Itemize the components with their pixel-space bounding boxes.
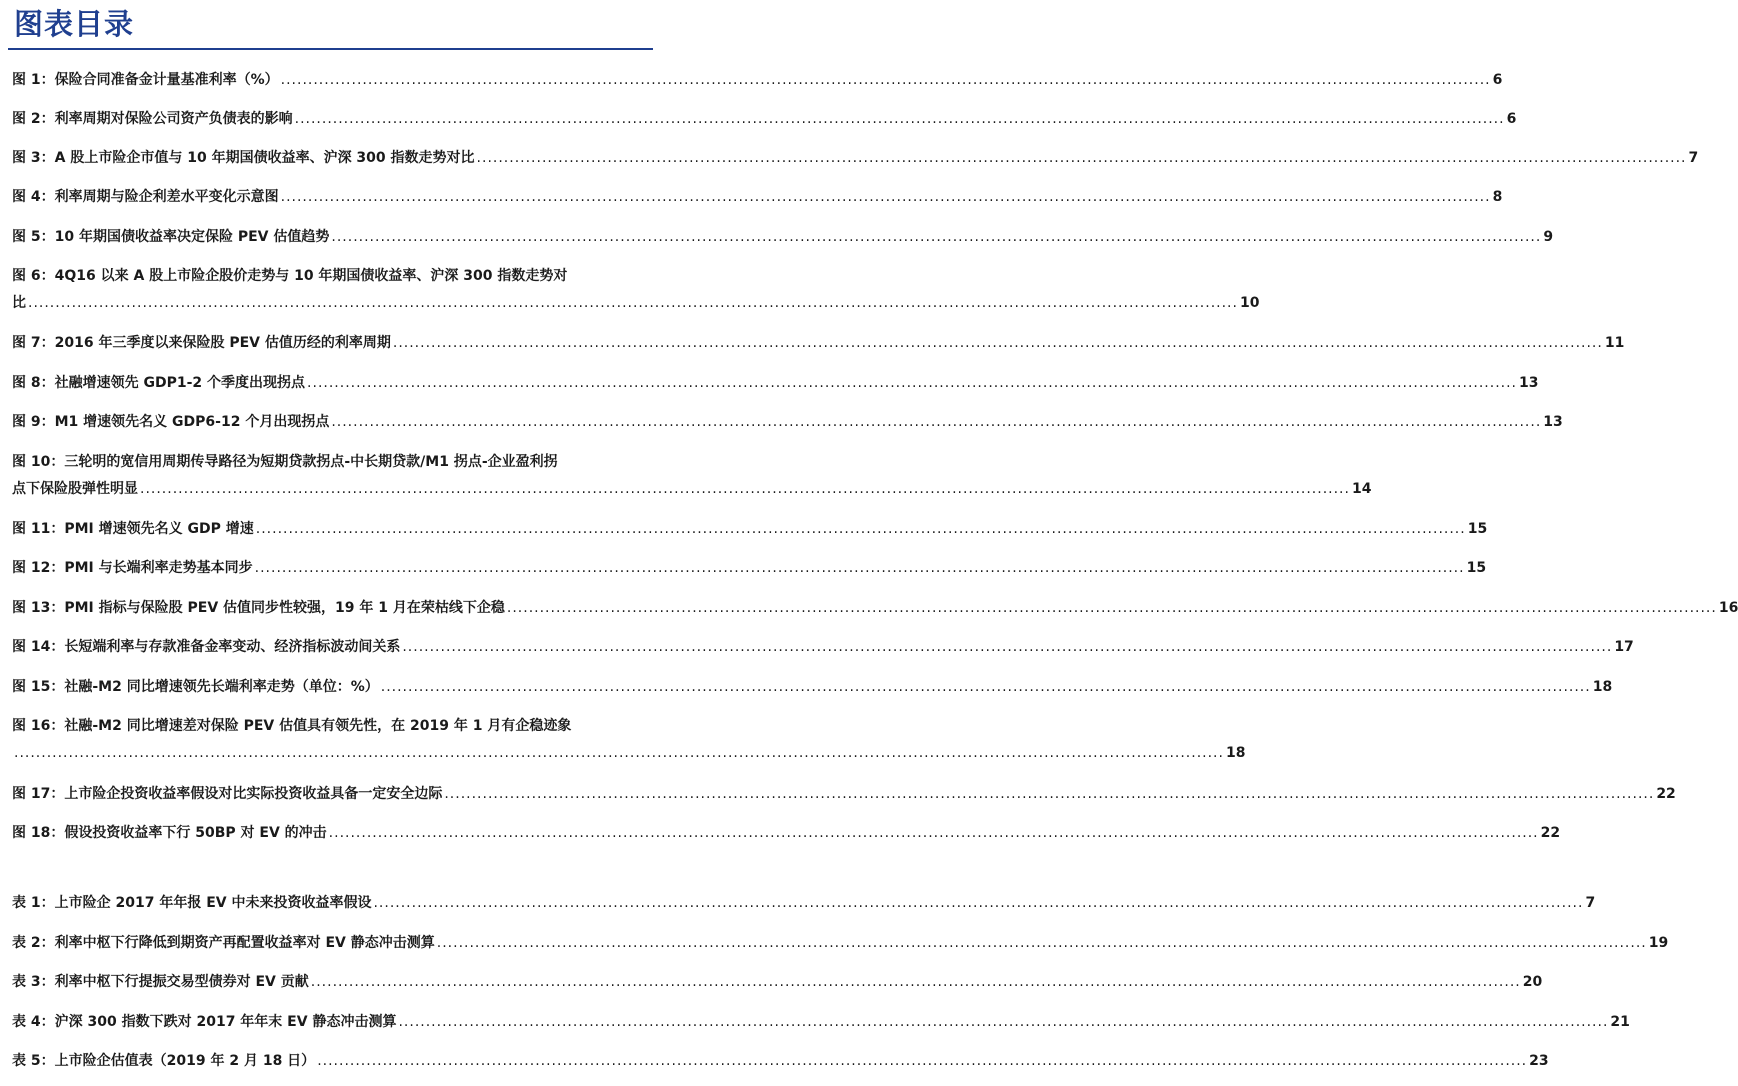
figure-entry[interactable] xyxy=(12,333,1625,353)
figure-entry[interactable] xyxy=(12,266,1260,313)
title-divider xyxy=(8,48,653,50)
entry-text: A 股上市险企市值与 10 年期国债收益率、沪深 300 指数走势对比 xyxy=(54,150,475,166)
leader-dots xyxy=(281,187,1491,207)
entry-text: 上市险企估值表（2019 年 2 月 18 日） xyxy=(54,1053,316,1069)
leader-dots xyxy=(331,412,1541,432)
entry-label: 表 1： xyxy=(12,895,55,911)
entry-text: 沪深 300 指数下跌对 2017 年年末 EV 静态冲击测算 xyxy=(54,1014,397,1030)
page-title: 图表目录 xyxy=(14,7,135,41)
entry-label: 图 17： xyxy=(12,786,65,802)
figure-entry[interactable] xyxy=(12,558,1487,578)
entry-page-number: 22 xyxy=(1540,825,1561,841)
entry-label: 图 15： xyxy=(12,679,65,695)
figure-entry[interactable] xyxy=(12,716,1246,763)
figure-entry[interactable] xyxy=(12,823,1561,843)
entry-text-continued: 比 xyxy=(12,295,26,311)
entry-text: 假设投资收益率下行 50BP 对 EV 的冲击 xyxy=(64,825,327,841)
entry-text: 三轮明的宽信用周期传导路径为短期贷款拐点-中长期贷款/M1 拐点-企业盈利拐 xyxy=(64,454,558,470)
figure-entry[interactable] xyxy=(12,452,1372,499)
entry-page-number: 20 xyxy=(1522,974,1543,990)
entry-page-number: 23 xyxy=(1529,1053,1549,1069)
entry-page-number: 9 xyxy=(1543,229,1554,245)
leader-dots xyxy=(477,148,1687,168)
entry-label: 图 6： xyxy=(12,268,55,284)
entry-text: 社融增速领先 GDP1-2 个季度出现拐点 xyxy=(54,375,306,391)
entry-label: 图 7： xyxy=(12,335,55,351)
entry-text: 利率周期对保险公司资产负债表的影响 xyxy=(54,111,293,127)
leader-dots xyxy=(373,893,1583,913)
entry-label: 图 9： xyxy=(12,414,55,430)
entry-page-number: 13 xyxy=(1543,414,1563,430)
leader-dots xyxy=(295,109,1505,129)
leader-dots xyxy=(311,972,1521,992)
entry-page-number: 21 xyxy=(1610,1014,1630,1030)
leader-dots xyxy=(507,598,1717,618)
entry-page-number: 10 xyxy=(1239,295,1260,311)
entry-label: 表 5： xyxy=(12,1053,55,1069)
entry-text: 2016 年三季度以来保险股 PEV 估值历经的利率周期 xyxy=(54,335,391,351)
table-entry[interactable] xyxy=(12,893,1596,913)
entry-label: 图 5： xyxy=(12,229,55,245)
entry-text: M1 增速领先名义 GDP6-12 个月出现拐点 xyxy=(54,414,330,430)
entry-page-number: 6 xyxy=(1492,72,1503,88)
entry-text: 利率中枢下行降低到期资产再配置收益率对 EV 静态冲击测算 xyxy=(54,935,435,951)
entry-label: 图 16： xyxy=(12,718,65,734)
entry-text: 社融-M2 同比增速领先长端利率走势（单位：%） xyxy=(64,679,379,695)
entry-page-number: 11 xyxy=(1604,335,1625,351)
entry-label: 表 4： xyxy=(12,1014,55,1030)
entry-text: 长短端利率与存款准备金率变动、经济指标波动间关系 xyxy=(64,639,401,655)
entry-label: 图 18： xyxy=(12,825,65,841)
leader-dots xyxy=(444,784,1654,804)
entry-text: 10 年期国债收益率决定保险 PEV 估值趋势 xyxy=(54,229,330,245)
figure-entry[interactable] xyxy=(12,373,1539,393)
leader-dots xyxy=(402,637,1612,657)
table-entry[interactable] xyxy=(12,1012,1630,1032)
leader-dots xyxy=(381,677,1591,697)
figure-entry[interactable] xyxy=(12,598,1738,618)
figure-entry[interactable] xyxy=(12,784,1676,804)
entry-label: 图 14： xyxy=(12,639,65,655)
leader-dots xyxy=(14,743,1224,763)
entry-text: PMI 指标与保险股 PEV 估值同步性较强，19 年 1 月在荣枯线下企稳 xyxy=(64,600,505,616)
entry-page-number: 19 xyxy=(1648,935,1669,951)
leader-dots xyxy=(437,933,1647,953)
entry-page-number: 7 xyxy=(1688,150,1699,166)
entry-text: PMI 与长端利率走势基本同步 xyxy=(64,560,253,576)
entry-label: 图 2： xyxy=(12,111,55,127)
figure-entry[interactable] xyxy=(12,187,1503,207)
entry-page-number: 18 xyxy=(1225,745,1246,761)
entry-page-number: 15 xyxy=(1467,521,1488,537)
entry-label: 图 11： xyxy=(12,521,65,537)
entry-text: PMI 增速领先名义 GDP 增速 xyxy=(64,521,254,537)
entry-text-continued: 点下保险股弹性明显 xyxy=(12,481,138,497)
entry-label: 图 13： xyxy=(12,600,65,616)
entry-page-number: 7 xyxy=(1585,895,1596,911)
figure-entry[interactable] xyxy=(12,637,1634,657)
figure-entry[interactable] xyxy=(12,677,1613,697)
entry-page-number: 14 xyxy=(1351,481,1372,497)
figure-entry[interactable] xyxy=(12,227,1554,247)
entry-text: 4Q16 以来 A 股上市险企股价走势与 10 年期国债收益率、沪深 300 指数走势对 xyxy=(54,268,568,284)
figure-entry[interactable] xyxy=(12,519,1488,539)
leader-dots xyxy=(281,70,1491,90)
entry-label: 图 8： xyxy=(12,375,55,391)
entry-page-number: 6 xyxy=(1506,111,1517,127)
entry-page-number: 15 xyxy=(1466,560,1487,576)
entry-text: 利率周期与险企利差水平变化示意图 xyxy=(54,189,279,205)
entry-page-number: 17 xyxy=(1614,639,1634,655)
entry-text: 利率中枢下行提振交易型债券对 EV 贡献 xyxy=(54,974,309,990)
entry-label: 图 10： xyxy=(12,454,65,470)
entry-page-number: 13 xyxy=(1519,375,1539,391)
entry-page-number: 8 xyxy=(1492,189,1503,205)
leader-dots xyxy=(140,479,1350,499)
entry-label: 表 3： xyxy=(12,974,55,990)
entry-text: 社融-M2 同比增速差对保险 PEV 估值具有领先性，在 2019 年 1 月有企稳迹象 xyxy=(64,718,572,734)
entry-page-number: 16 xyxy=(1718,600,1738,616)
leader-dots xyxy=(307,373,1517,393)
entry-text: 上市险企投资收益率假设对比实际投资收益具备一定安全边际 xyxy=(64,786,443,802)
figure-entry[interactable] xyxy=(12,148,1699,168)
leader-dots xyxy=(317,1051,1527,1071)
entry-text: 保险合同准备金计量基准利率（%） xyxy=(54,72,279,88)
entry-text: 上市险企 2017 年年报 EV 中未来投资收益率假设 xyxy=(54,895,372,911)
entry-page-number: 22 xyxy=(1656,786,1676,802)
entry-label: 表 2： xyxy=(12,935,55,951)
table-entry[interactable] xyxy=(12,972,1543,992)
leader-dots xyxy=(255,558,1465,578)
leader-dots xyxy=(331,227,1541,247)
entry-label: 图 4： xyxy=(12,189,55,205)
entry-label: 图 1： xyxy=(12,72,55,88)
entry-page-number: 18 xyxy=(1592,679,1613,695)
table-entry[interactable] xyxy=(12,933,1669,953)
entry-label: 图 12： xyxy=(12,560,65,576)
leader-dots xyxy=(256,519,1466,539)
leader-dots xyxy=(398,1012,1608,1032)
leader-dots xyxy=(28,293,1238,313)
figure-entry[interactable] xyxy=(12,412,1563,432)
figure-entry[interactable] xyxy=(12,109,1517,129)
leader-dots xyxy=(393,333,1603,353)
figure-entry[interactable] xyxy=(12,70,1503,90)
entry-label: 图 3： xyxy=(12,150,55,166)
table-entry[interactable] xyxy=(12,1051,1549,1071)
leader-dots xyxy=(329,823,1539,843)
